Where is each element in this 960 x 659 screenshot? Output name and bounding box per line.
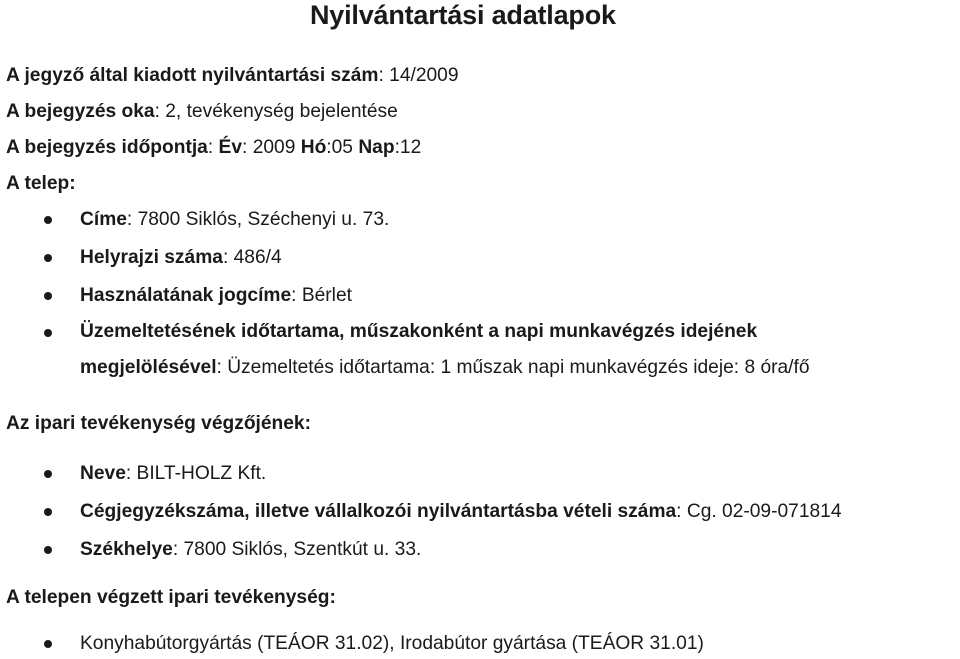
page-title: Nyilvántartási adatlapok [310, 0, 616, 30]
year-value: 2009 [252, 137, 296, 158]
activity-heading: A telepen végzett ipari tevékenység: [6, 587, 336, 608]
bullet-icon [44, 292, 52, 300]
operator-seat-value: 7800 Siklós, Szentkút u. 33. [183, 539, 422, 560]
bullet-icon [44, 546, 52, 554]
month-value: 05 [331, 137, 353, 158]
operator-name-value: BILT-HOLZ Kft. [136, 463, 267, 484]
registration-reason-label: A bejegyzés oka [6, 101, 155, 122]
day-label: Nap [358, 137, 395, 158]
bullet-icon [44, 640, 52, 648]
registration-number-row: A jegyző által kiadott nyilvántartási szám: 14/2009 [6, 65, 459, 86]
site-address-item: Címe: 7800 Siklós, Széchenyi u. 73. [80, 209, 390, 230]
registration-number-label: A jegyző által kiadott nyilvántartási szám [6, 65, 379, 86]
site-usage-label: Használatának jogcíme [80, 285, 292, 306]
site-parcel-value: 486/4 [233, 247, 282, 268]
registration-reason-value: 2, tevékenység bejelentése [165, 101, 398, 122]
site-address-label: Címe [80, 209, 127, 230]
site-address-value: 7800 Siklós, Széchenyi u. 73. [137, 209, 390, 230]
bullet-icon [44, 508, 52, 516]
day-value: 12 [399, 137, 422, 158]
site-parcel-item: Helyrajzi száma: 486/4 [80, 247, 282, 268]
site-operation-value: Üzemeltetés időtartama: 1 műszak napi munkavégzés ideje: 8 óra/fő [227, 357, 810, 378]
bullet-icon [44, 216, 52, 224]
site-heading: A telep: [6, 173, 76, 194]
site-operation-item: megjelölésével: Üzemeltetés időtartama: 1 műszak napi munkavégzés ideje: 8 óra/fő [80, 357, 810, 378]
operator-company-reg-label: Cégjegyzékszáma, illetve vállalkozói nyilvántartásba vételi száma [80, 501, 677, 522]
site-operation-label-line2: megjelölésével [80, 357, 217, 378]
site-usage-item: Használatának jogcíme: Bérlet [80, 285, 352, 306]
registration-number-value: 14/2009 [389, 65, 459, 86]
operator-seat-item: Székhelye: 7800 Siklós, Szentkút u. 33. [80, 539, 422, 560]
operator-name-label: Neve [80, 463, 126, 484]
registration-date-label: A bejegyzés időpontja [6, 137, 208, 158]
bullet-icon [44, 254, 52, 262]
activity-item: Konyhabútorgyártás (TEÁOR 31.02), Irodabútor gyártása (TEÁOR 31.01) [80, 633, 704, 654]
bullet-icon [44, 329, 52, 337]
registration-reason-row: A bejegyzés oka: 2, tevékenység bejelentése [6, 101, 398, 122]
year-label: Év [218, 137, 243, 158]
bullet-icon [44, 470, 52, 478]
operator-name-item: Neve: BILT-HOLZ Kft. [80, 463, 267, 484]
operator-heading: Az ipari tevékenység végzőjének: [6, 413, 311, 434]
site-parcel-label: Helyrajzi száma [80, 247, 223, 268]
registration-date-row: A bejegyzés időpontja: Év: 2009 Hó:05 Nap:12 [6, 137, 422, 158]
operator-company-reg-value: Cg. 02-09-071814 [686, 501, 842, 522]
site-operation-label-line1: Üzemeltetésének időtartama, műszakonként a napi munkavégzés idejének [80, 321, 758, 342]
operator-seat-label: Székhelye [80, 539, 173, 560]
site-usage-value: Bérlet [301, 285, 352, 306]
operator-company-reg-item: Cégjegyzékszáma, illetve vállalkozói nyilvántartásba vételi száma: Cg. 02-09-071814 [80, 501, 842, 522]
month-label: Hó [300, 137, 327, 158]
